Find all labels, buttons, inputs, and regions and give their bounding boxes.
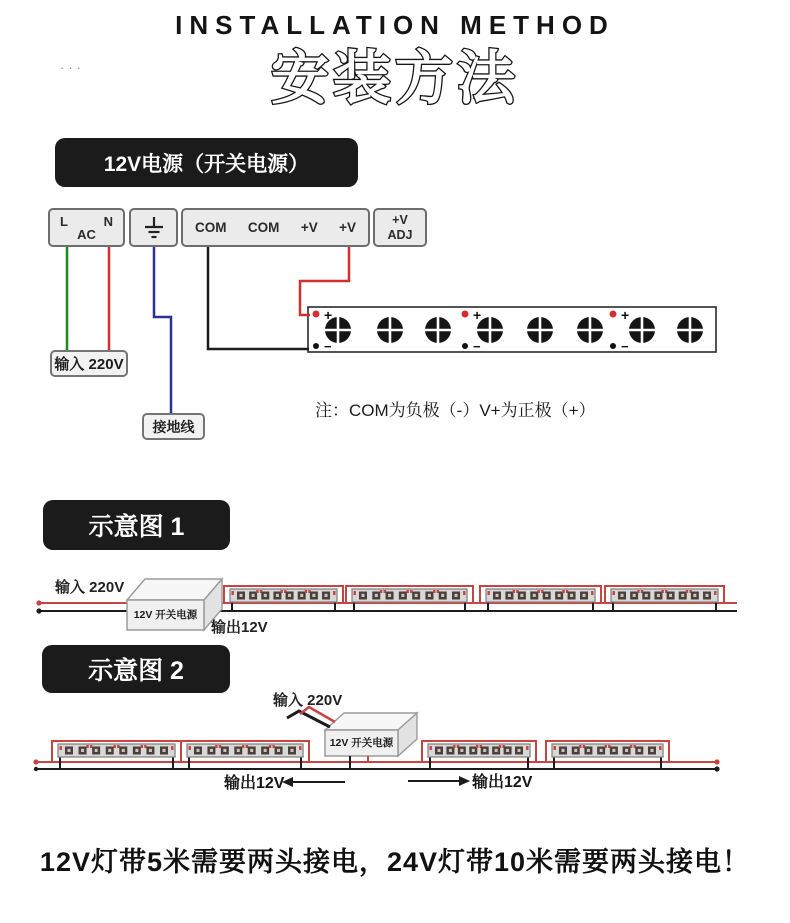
solder-pad <box>513 590 515 593</box>
solder-pad <box>114 745 116 748</box>
led-chip-dot <box>638 749 641 752</box>
earth-ground-icon <box>141 214 167 241</box>
terminal-com-2: COM <box>247 220 280 235</box>
led-chip-dot <box>375 594 378 597</box>
led-chip-dot <box>240 594 243 597</box>
solder-pad <box>476 745 478 748</box>
solder-pad <box>117 745 119 748</box>
solder-pad <box>384 590 386 593</box>
ground-wire-label: 接地线 <box>142 413 205 440</box>
led-chip-dot <box>163 749 166 752</box>
led-chip-dot <box>562 749 565 752</box>
schematic2-psu-box-label: 12V 开关电源 <box>329 737 394 749</box>
polarity-minus-dot <box>610 343 616 349</box>
solder-pad <box>90 745 92 748</box>
led-chip-dot <box>645 594 648 597</box>
led-chip-dot <box>657 594 660 597</box>
led-chip-dot <box>210 749 213 752</box>
schematic2-output-left-label: 输出12V <box>224 775 285 792</box>
led-chip-dot <box>600 749 603 752</box>
led-chip-dot <box>681 594 684 597</box>
solder-pad <box>141 745 143 748</box>
terminal-vplus-2: +V <box>339 220 356 235</box>
solder-pad <box>380 590 382 593</box>
led-chip-dot <box>583 594 586 597</box>
solder-pad <box>538 590 540 593</box>
terminal-com-1: COM <box>195 220 227 235</box>
led-chip-dot <box>621 594 624 597</box>
solder-pad <box>637 590 639 593</box>
solder-pad <box>242 745 244 748</box>
wire-com-black <box>208 247 309 349</box>
solder-pad <box>554 746 556 750</box>
led-chip-dot <box>108 749 111 752</box>
solder-pad <box>605 745 607 748</box>
led-strip-segment <box>352 589 467 602</box>
led-chip-dot <box>706 594 709 597</box>
output-arrow-right-head <box>459 776 470 786</box>
psu2-input-wire-black <box>287 711 330 727</box>
solder-pad <box>272 745 274 748</box>
led-chip-dot <box>252 594 255 597</box>
polarity-minus-label: − <box>621 339 629 354</box>
schematic2-badge: 示意图 2 <box>42 645 230 693</box>
input-220v-label: 输入 220V <box>50 350 128 377</box>
terminal-output-block <box>181 208 370 247</box>
solder-pad <box>433 590 435 593</box>
led-chip-dot <box>438 749 441 752</box>
solder-pad <box>410 590 412 593</box>
led-chip-dot <box>197 749 200 752</box>
led-chip-dot <box>508 594 511 597</box>
solder-pad <box>86 745 88 748</box>
solder-pad <box>232 591 234 595</box>
solder-pad <box>171 746 173 750</box>
solder-pad <box>591 591 593 595</box>
solder-pad <box>189 746 191 750</box>
led-chip-dot <box>441 594 444 597</box>
solder-pad <box>333 591 335 595</box>
led-chip-dot <box>95 749 98 752</box>
led-chip-dot <box>276 594 279 597</box>
led-strip-segment <box>187 744 303 757</box>
solder-pad <box>579 745 581 748</box>
polarity-plus-label: + <box>621 307 630 323</box>
led-chip-dot <box>81 749 84 752</box>
solder-pad <box>215 745 217 748</box>
led-strip-segment <box>58 744 175 757</box>
solder-pad <box>526 746 528 750</box>
terminal-vplus-1: +V <box>300 220 318 235</box>
led-chip-dot <box>122 749 125 752</box>
solder-pad <box>407 590 409 593</box>
polarity-minus-label: − <box>324 339 332 354</box>
bus-end-dot <box>34 767 38 771</box>
led-chip-dot <box>401 594 404 597</box>
led-chip-dot <box>495 749 498 752</box>
polarity-plus-dot <box>610 311 617 318</box>
solder-pad <box>499 745 501 748</box>
led-chip-dot <box>669 594 672 597</box>
polarity-minus-dot <box>313 343 319 349</box>
led-chip-dot <box>291 749 294 752</box>
terminal-adj-block <box>373 208 427 247</box>
solder-pad <box>144 745 146 748</box>
solder-pad <box>662 590 664 593</box>
solder-pad <box>305 590 307 593</box>
wire-vplus-red <box>300 247 349 315</box>
polarity-note: 注：COM为负极（-）V+为正极（+） <box>315 401 596 420</box>
led-strip-segment <box>230 589 337 602</box>
solder-pad <box>219 745 221 748</box>
solder-pad <box>714 591 716 595</box>
solder-pad <box>630 745 632 748</box>
page-title-en: INSTALLATION METHOD <box>175 10 615 40</box>
led-chip-dot <box>415 594 418 597</box>
terminal-ac-block <box>48 208 125 247</box>
led-chip-dot <box>518 749 521 752</box>
terminal-ground-block <box>129 208 178 247</box>
terminal-ac: AC <box>77 227 96 242</box>
led-chip-dot <box>428 594 431 597</box>
led-chip-dot <box>277 749 280 752</box>
led-chip-dot <box>460 749 463 752</box>
solder-pad <box>488 591 490 595</box>
led-chip-dot <box>388 594 391 597</box>
solder-pad <box>659 746 661 750</box>
schematic2-input-label: 输入 220V <box>273 692 343 709</box>
solder-pad <box>453 745 455 748</box>
led-chip-dot <box>237 749 240 752</box>
polarity-plus-dot <box>462 311 469 318</box>
led-chip-dot <box>250 749 253 752</box>
polarity-plus-label: + <box>324 307 333 323</box>
led-chip-dot <box>612 749 615 752</box>
solder-pad <box>686 590 688 593</box>
terminal-l: L <box>60 214 68 229</box>
solder-pad <box>354 591 356 595</box>
led-strip-segment <box>552 744 663 757</box>
led-chip-dot <box>135 749 138 752</box>
led-chip-dot <box>472 749 475 752</box>
terminal-adj-vplus: +V <box>392 212 408 227</box>
led-chip-dot <box>520 594 523 597</box>
led-chip-dot <box>449 749 452 752</box>
polarity-plus-label: + <box>473 307 482 323</box>
led-chip-dot <box>633 594 636 597</box>
led-chip-dot <box>558 594 561 597</box>
led-chip-dot <box>496 594 499 597</box>
page-title-zh: 安装方法 <box>270 46 520 111</box>
led-chip-dot <box>545 594 548 597</box>
led-chip-dot <box>68 749 71 752</box>
solder-pad <box>256 590 258 593</box>
wire-ground-blue <box>154 247 171 413</box>
solder-pad <box>246 745 248 748</box>
led-chip-dot <box>506 749 509 752</box>
led-chip-dot <box>223 749 226 752</box>
footer-warning: 12V灯带5米需要两头接电，24V灯带10米需要两头接电！ <box>39 847 751 877</box>
led-chip-dot <box>587 749 590 752</box>
led-chip-dot <box>455 594 458 597</box>
led-chip-dot <box>362 594 365 597</box>
schematic1-badge: 示意图 1 <box>43 500 230 550</box>
polarity-plus-dot <box>313 311 320 318</box>
led-chip-dot <box>264 749 267 752</box>
polarity-minus-dot <box>462 343 468 349</box>
terminal-n: N <box>103 214 113 229</box>
schematic1-psu-box-label: 12V 开关电源 <box>133 609 198 621</box>
led-chip-dot <box>325 594 328 597</box>
led-chip-dot <box>574 749 577 752</box>
decor-dots: ··· <box>60 60 85 75</box>
solder-pad <box>463 591 465 595</box>
solder-pad <box>60 746 62 750</box>
led-chip-dot <box>300 594 303 597</box>
schematic1-output-label: 输出12V <box>211 619 268 636</box>
page-title-zh-outline <box>230 36 560 116</box>
solder-pad <box>281 590 283 593</box>
led-chip-dot <box>651 749 654 752</box>
led-chip-dot <box>533 594 536 597</box>
bus-end-dot <box>714 759 719 764</box>
led-chip-dot <box>149 749 152 752</box>
led-chip-dot <box>288 594 291 597</box>
led-chip-dot <box>312 594 315 597</box>
bus-end-dot <box>36 600 41 605</box>
led-chip-dot <box>693 594 696 597</box>
polarity-minus-label: − <box>473 339 481 354</box>
psu-header-badge: 12V电源（开关电源） <box>55 138 358 187</box>
led-chip-dot <box>483 749 486 752</box>
led-strip-segment <box>428 744 530 757</box>
solder-pad <box>613 591 615 595</box>
led-chip-dot <box>570 594 573 597</box>
bus-end-dot <box>33 759 38 764</box>
solder-pad <box>299 746 301 750</box>
led-strip-segment <box>611 589 718 602</box>
solder-pad <box>437 590 439 593</box>
schematic2-output-right-label: 输出12V <box>472 774 533 791</box>
bus-end-dot <box>714 766 719 771</box>
terminal-adj-label: ADJ <box>387 227 413 242</box>
schematic1-input-label: 输入 220V <box>55 579 125 596</box>
led-strip-segment <box>486 589 595 602</box>
solder-pad <box>430 746 432 750</box>
bus-end-dot <box>36 608 41 613</box>
led-chip-dot <box>264 594 267 597</box>
solder-pad <box>562 590 564 593</box>
solder-pad <box>269 745 271 748</box>
led-chip-dot <box>625 749 628 752</box>
